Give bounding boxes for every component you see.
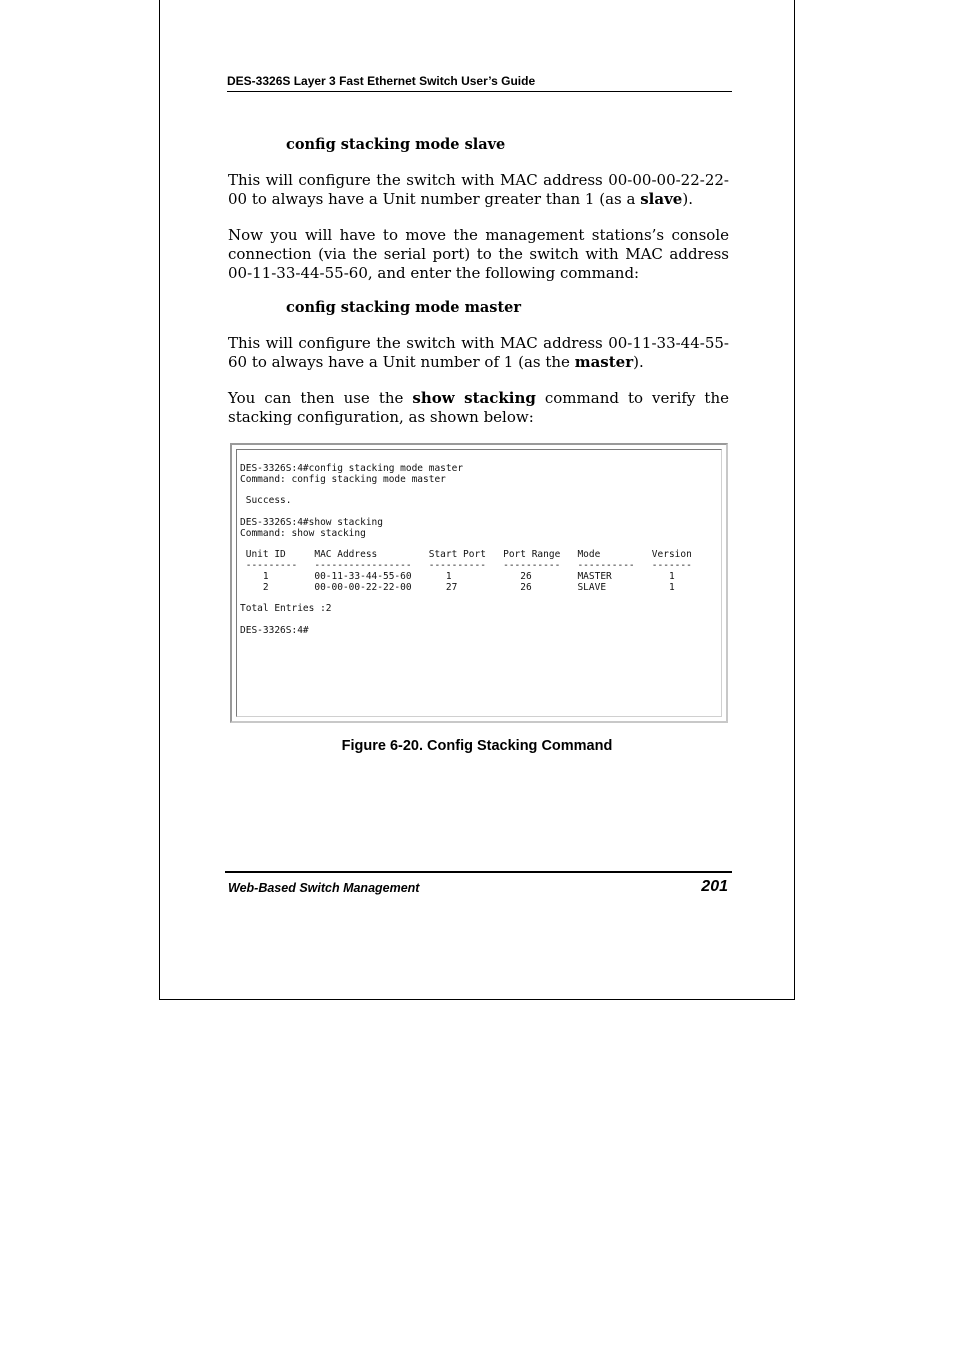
paragraph-slave <box>228 171 729 209</box>
paragraph-master <box>228 334 729 372</box>
console-line: Command: config stacking mode master <box>240 473 446 485</box>
console-line: 1 00-11-33-44-55-60 1 26 MASTER 1 <box>240 570 675 582</box>
paragraph-slave-bold: slave <box>640 190 683 208</box>
paragraph-move-console: Now you will have to move the management stations’s console connection (via the serial port) to the switch with MAC address 00-11-33-44-55-60, and enter the following command: <box>228 226 729 282</box>
console-line: Command: show stacking <box>240 527 366 539</box>
console-line: --------- ----------------- ---------- ---------- ---------- ------- <box>240 560 692 572</box>
footer-section-title: Web-Based Switch Management <box>228 881 420 895</box>
page-number: 201 <box>701 878 728 895</box>
console-line: DES-3326S:4#show stacking <box>240 516 383 528</box>
page-header: DES-3326S Layer 3 Fast Ethernet Switch User’s Guide <box>227 74 732 92</box>
command-slave: config stacking mode slave <box>286 136 506 153</box>
console-line: Success. <box>240 495 292 507</box>
paragraph-show-stacking <box>228 389 729 427</box>
console-line: DES-3326S:4# <box>240 624 309 636</box>
paragraph-master-bold: master <box>574 353 634 371</box>
console-line: 2 00-00-00-22-22-00 27 26 SLAVE 1 <box>240 581 675 593</box>
paragraph-show-pre: You can then use the <box>228 389 413 407</box>
paragraph-slave-end: ). <box>682 190 693 208</box>
figure-caption: Figure 6-20. Config Stacking Command <box>341 738 613 754</box>
console-line: Unit ID MAC Address Start Port Port Range Mode Version <box>240 549 692 561</box>
console-line: DES-3326S:4#config stacking mode master <box>240 463 464 474</box>
paragraph-master-text: This will configure the switch with MAC address 00-11-33-44-55-60 to always have a Unit number of 1 (as the <box>228 334 729 371</box>
console-window <box>236 449 722 717</box>
console-line: Total Entries :2 <box>240 603 332 615</box>
paragraph-master-end: ). <box>633 353 644 371</box>
console-output <box>237 450 721 637</box>
paragraph-show-bold: show stacking <box>412 389 536 407</box>
console-screenshot <box>230 443 728 723</box>
paragraph-slave-text: This will configure the switch with MAC address 00-00-00-22-22-00 to always have a Unit number greater than 1 (as a <box>228 171 729 208</box>
paragraph-show-post: command to verify the stacking configuration, as shown below: <box>228 389 729 426</box>
footer-rule <box>225 871 732 873</box>
command-master: config stacking mode master <box>286 299 522 316</box>
